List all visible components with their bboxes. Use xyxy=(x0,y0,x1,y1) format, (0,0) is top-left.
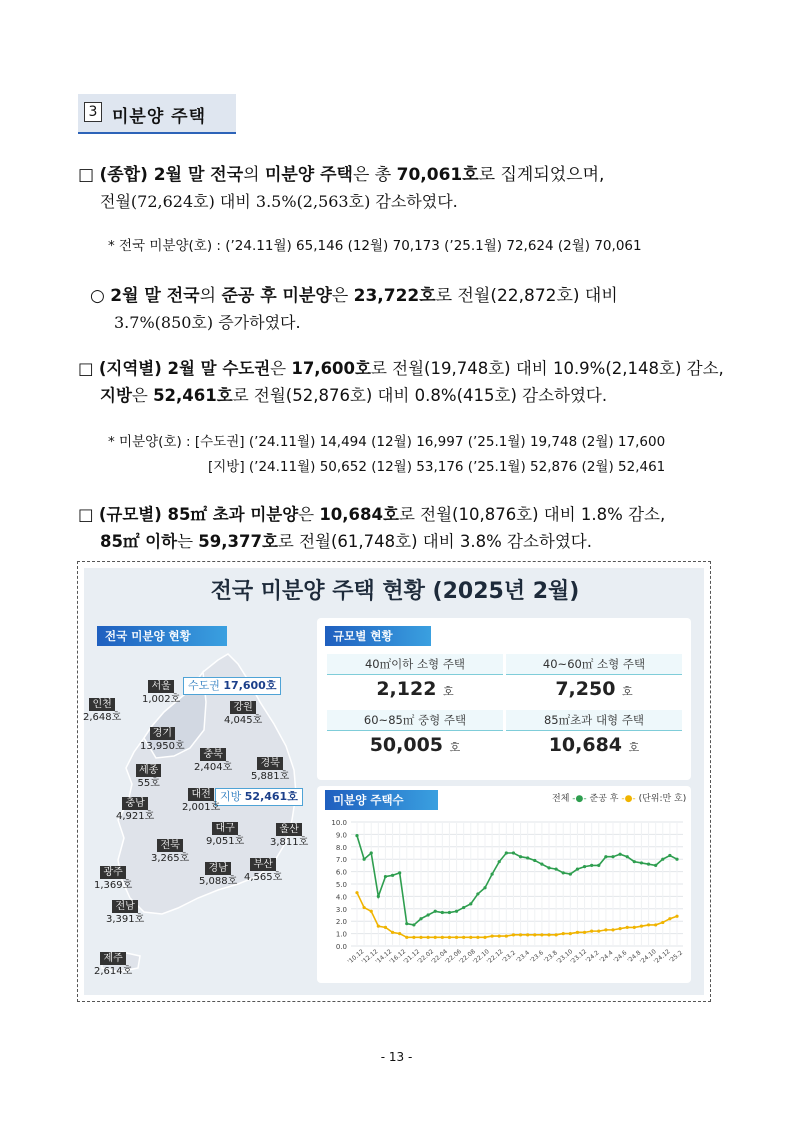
region-label xyxy=(199,862,237,888)
data-point xyxy=(398,932,401,935)
x-tick-label: '24.12 xyxy=(652,948,672,966)
data-point xyxy=(363,858,366,861)
map-tab: 전국 미분양 현황 xyxy=(97,626,227,646)
data-point xyxy=(398,871,401,874)
data-point xyxy=(370,851,373,854)
data-point xyxy=(611,928,614,931)
region-label xyxy=(251,757,289,783)
data-point xyxy=(355,891,358,894)
data-point xyxy=(448,936,451,939)
bullet: □ xyxy=(78,505,94,524)
emphasis-text: 70,061호 xyxy=(396,165,479,185)
paragraph-completed-line2: 3.7%(850호) 증가하였다. xyxy=(114,313,301,332)
x-tick-label: '22.04 xyxy=(430,948,449,966)
x-tick-label: '23.10 xyxy=(555,948,575,966)
region-value: 2,001호 xyxy=(182,802,221,813)
data-point xyxy=(562,871,565,874)
x-tick-label: '25.2 xyxy=(668,949,685,965)
data-point xyxy=(626,926,629,929)
data-point xyxy=(640,925,643,928)
capital-badge: 수도권 17,600호 xyxy=(183,677,281,695)
data-point xyxy=(569,872,572,875)
data-point xyxy=(498,860,501,863)
region-label xyxy=(244,858,282,884)
region-value: 55호 xyxy=(137,778,160,789)
body-text: 은 xyxy=(270,359,292,378)
y-tick-label: 6.0 xyxy=(335,868,347,877)
data-point xyxy=(633,860,636,863)
data-point xyxy=(526,856,529,859)
page-number: - 13 - xyxy=(380,1050,413,1064)
data-point xyxy=(597,864,600,867)
region-label xyxy=(142,680,180,706)
y-tick-label: 4.0 xyxy=(335,893,347,902)
data-point xyxy=(654,923,657,926)
size-label: 40~60㎡ 소형 주택 xyxy=(506,654,682,675)
region-value: 5,881호 xyxy=(251,771,290,782)
bullet: □ xyxy=(78,165,95,185)
region-label xyxy=(136,764,161,790)
region-value: 4,045호 xyxy=(224,715,263,726)
region-name: 경기 xyxy=(150,727,175,740)
x-tick-label: '14.12 xyxy=(374,948,394,966)
data-point xyxy=(412,936,415,939)
data-point xyxy=(391,874,394,877)
x-tick-label: '22.12 xyxy=(485,948,505,966)
data-point xyxy=(569,932,572,935)
region-name: 세종 xyxy=(136,764,161,777)
data-point xyxy=(363,906,366,909)
chart-legend: 전체 -●- 준공 후 -●- (단위:만 호) xyxy=(552,794,687,804)
body-text: 의 xyxy=(199,286,222,306)
emphasis-text: (종합) 2월 말 전국 xyxy=(99,165,244,185)
region-value: 13,950호 xyxy=(140,741,185,752)
x-tick-label: '23.6 xyxy=(528,949,545,965)
data-point xyxy=(455,936,458,939)
legend-total-marker: -●- xyxy=(572,794,587,804)
data-point xyxy=(491,934,494,937)
region-name: 전북 xyxy=(157,839,182,852)
region-label xyxy=(182,788,220,814)
data-point xyxy=(434,910,437,913)
legend-completed-marker: -●- xyxy=(621,794,636,804)
x-tick-label: '22.06 xyxy=(443,948,463,966)
region-name: 대전 xyxy=(188,788,213,801)
data-point xyxy=(448,911,451,914)
body-text: 의 xyxy=(243,165,265,185)
region-name: 전남 xyxy=(112,900,137,913)
region-label xyxy=(151,839,189,865)
region-name: 광주 xyxy=(100,866,125,879)
data-point xyxy=(604,928,607,931)
y-tick-label: 2.0 xyxy=(335,918,347,927)
y-tick-label: 5.0 xyxy=(335,881,347,889)
x-tick-label: '22.02 xyxy=(416,948,436,966)
data-point xyxy=(576,868,579,871)
body-text: 로 전월(22,872호) 대비 xyxy=(435,286,618,306)
region-value: 5,088호 xyxy=(199,876,238,887)
region-label xyxy=(270,823,308,849)
data-point xyxy=(491,872,494,875)
x-tick-label: '23.4 xyxy=(514,949,531,965)
data-point xyxy=(476,936,479,939)
size-value: 50,005 호 xyxy=(369,734,461,756)
y-tick-label: 0.0 xyxy=(335,943,347,951)
section-header xyxy=(78,94,236,134)
size-value: 10,684 호 xyxy=(548,734,640,756)
data-point xyxy=(619,927,622,930)
data-point xyxy=(647,863,650,866)
x-tick-label: '22.10 xyxy=(471,948,491,966)
body-text: 로 전월(19,748호) 대비 10.9%(2,148호) 감소, xyxy=(370,359,724,378)
trend-chart xyxy=(317,812,691,982)
data-point xyxy=(483,886,486,889)
note-national: * 전국 미분양(호) : (’24.11월) 65,146 (12월) 70,173 (’25.1월) 72,624 (2월) 70,061 xyxy=(108,238,642,254)
paragraph-regional-line2 xyxy=(100,383,607,409)
data-point xyxy=(419,917,422,920)
data-point xyxy=(540,863,543,866)
section-title: 미분양 주택 xyxy=(112,107,207,127)
bullet: □ xyxy=(78,359,94,378)
body-text: 로 전월(52,876호) 대비 0.8%(415호) 감소하였다. xyxy=(232,386,608,405)
x-tick-label: '24.6 xyxy=(612,949,629,965)
body-text: 는 xyxy=(177,532,199,551)
region-label xyxy=(106,900,144,926)
body-text: 은 xyxy=(298,505,320,524)
size-tab: 규모별 현황 xyxy=(325,626,431,646)
region-label xyxy=(116,797,154,823)
paragraph-completed-line1 xyxy=(110,286,618,306)
data-point xyxy=(540,933,543,936)
x-tick-label: '24.4 xyxy=(598,949,615,965)
emphasis-text: 준공 후 미분양 xyxy=(221,286,332,306)
note-regional-line1: * 미분양(호) : [수도권] (’24.11월) 14,494 (12월) 16,997 (’25.1월) 19,748 (2월) 17,600 xyxy=(108,434,666,450)
data-point xyxy=(519,933,522,936)
data-point xyxy=(427,913,430,916)
x-tick-label: '24.10 xyxy=(638,948,658,966)
data-point xyxy=(370,910,373,913)
data-point xyxy=(455,910,458,913)
emphasis-text: 지방 xyxy=(100,386,132,405)
data-point xyxy=(647,923,650,926)
x-tick-label: '23.12 xyxy=(569,948,589,966)
data-point xyxy=(526,933,529,936)
size-label: 60~85㎡ 중형 주택 xyxy=(327,710,503,731)
infographic-title: 전국 미분양 주택 현황 (2025년 2월) xyxy=(210,579,580,604)
size-label: 85㎡초과 대형 주택 xyxy=(506,710,682,731)
region-name: 제주 xyxy=(100,952,125,965)
paragraph-size-line2 xyxy=(100,529,592,555)
region-value: 2,614호 xyxy=(94,966,133,977)
y-tick-label: 9.0 xyxy=(335,831,347,840)
data-point xyxy=(547,933,550,936)
region-value: 2,648호 xyxy=(83,712,122,723)
data-point xyxy=(512,933,515,936)
emphasis-text: 미분양 주택 xyxy=(264,165,353,185)
data-point xyxy=(555,868,558,871)
region-label xyxy=(140,727,185,753)
size-label: 40㎡이하 소형 주택 xyxy=(327,654,503,675)
emphasis-text: (규모별) 85㎡ 초과 미분양 xyxy=(98,505,299,524)
data-point xyxy=(675,915,678,918)
data-point xyxy=(419,936,422,939)
region-label xyxy=(94,866,132,892)
data-point xyxy=(505,851,508,854)
body-text: 로 집계되었으며, xyxy=(478,165,605,185)
region-value: 4,921호 xyxy=(116,811,155,822)
body-text: 로 전월(10,876호) 대비 1.8% 감소, xyxy=(398,505,666,524)
data-point xyxy=(675,858,678,861)
body-text: 은 xyxy=(131,386,154,405)
region-name: 경북 xyxy=(257,757,282,770)
region-name: 경남 xyxy=(205,862,230,875)
x-tick-label: '21.12 xyxy=(402,948,422,966)
region-value: 3,811호 xyxy=(270,837,309,848)
data-point xyxy=(405,922,408,925)
data-point xyxy=(519,855,522,858)
data-point xyxy=(633,926,636,929)
data-point xyxy=(611,855,614,858)
data-point xyxy=(469,936,472,939)
y-tick-label: 7.0 xyxy=(335,856,347,865)
data-point xyxy=(434,936,437,939)
data-point xyxy=(576,931,579,934)
x-tick-label: '16.12 xyxy=(388,948,408,966)
region-name: 인천 xyxy=(89,698,114,711)
y-tick-label: 3.0 xyxy=(335,905,347,914)
data-point xyxy=(498,934,501,937)
series-line xyxy=(357,836,677,925)
data-point xyxy=(654,864,657,867)
data-point xyxy=(384,875,387,878)
data-point xyxy=(604,855,607,858)
data-point xyxy=(377,895,380,898)
emphasis-text: 85㎡ 이하 xyxy=(100,532,178,551)
region-value: 1,369호 xyxy=(94,880,133,891)
size-value: 7,250 호 xyxy=(555,678,633,700)
x-tick-label: '12.12 xyxy=(360,948,380,966)
region-name: 강원 xyxy=(230,701,255,714)
region-label xyxy=(206,822,244,848)
x-tick-label: '23.8 xyxy=(542,949,559,965)
emphasis-text: 10,684호 xyxy=(319,505,399,524)
paragraph-size xyxy=(78,502,665,528)
data-point xyxy=(384,926,387,929)
body-text: 은 xyxy=(331,286,354,306)
x-tick-label: '23.2 xyxy=(501,949,518,965)
emphasis-text: 59,377호 xyxy=(198,532,278,551)
data-point xyxy=(619,853,622,856)
data-point xyxy=(668,917,671,920)
emphasis-text: 2월 말 전국 xyxy=(110,286,200,306)
region-name: 충남 xyxy=(122,797,147,810)
x-tick-label: '24.8 xyxy=(626,949,643,965)
chart-tab: 미분양 주택수 xyxy=(325,790,438,810)
data-point xyxy=(505,934,508,937)
data-point xyxy=(483,936,486,939)
paragraph-regional-line1 xyxy=(99,359,724,378)
data-point xyxy=(597,930,600,933)
body-text: 로 전월(61,748호) 대비 3.8% 감소하였다. xyxy=(277,532,592,551)
data-point xyxy=(583,865,586,868)
y-tick-label: 10.0 xyxy=(331,819,347,827)
paragraph-regional xyxy=(78,356,724,382)
infographic xyxy=(77,561,711,1002)
y-tick-label: 8.0 xyxy=(335,843,347,852)
body-text: 은 총 xyxy=(352,165,397,185)
data-point xyxy=(476,892,479,895)
data-point xyxy=(533,859,536,862)
emphasis-text: (지역별) 2월 말 수도권 xyxy=(98,359,271,378)
data-point xyxy=(441,936,444,939)
region-name: 울산 xyxy=(276,823,301,836)
size-value: 2,122 호 xyxy=(376,678,454,700)
paragraph-size-line1 xyxy=(99,505,665,524)
region-value: 3,391호 xyxy=(106,914,145,925)
region-name: 충북 xyxy=(200,748,225,761)
data-point xyxy=(547,866,550,869)
data-point xyxy=(533,933,536,936)
emphasis-text: 52,461호 xyxy=(153,386,233,405)
data-point xyxy=(661,921,664,924)
data-point xyxy=(661,858,664,861)
bullet: ○ xyxy=(90,286,105,306)
paragraph-summary-line2: 전월(72,624호) 대비 3.5%(2,563호) 감소하였다. xyxy=(100,192,458,211)
x-tick-label: '10.12 xyxy=(346,948,366,966)
section-number: 3 xyxy=(84,102,102,122)
data-point xyxy=(405,936,408,939)
data-point xyxy=(469,902,472,905)
data-point xyxy=(391,931,394,934)
data-point xyxy=(555,933,558,936)
region-value: 2,404호 xyxy=(194,762,233,773)
data-point xyxy=(412,923,415,926)
region-value: 3,265호 xyxy=(151,853,190,864)
region-value: 1,002호 xyxy=(142,694,181,705)
data-point xyxy=(355,834,358,837)
data-point xyxy=(512,851,515,854)
paragraph-completed xyxy=(90,283,618,309)
data-point xyxy=(583,931,586,934)
data-point xyxy=(640,861,643,864)
region-label xyxy=(224,701,262,727)
region-name: 서울 xyxy=(148,680,173,693)
data-point xyxy=(462,906,465,909)
local-badge: 지방 52,461호 xyxy=(215,788,303,806)
y-tick-label: 1.0 xyxy=(335,930,347,939)
data-point xyxy=(377,925,380,928)
data-point xyxy=(668,854,671,857)
region-label xyxy=(194,748,232,774)
region-name: 대구 xyxy=(212,822,237,835)
x-tick-label: '22.08 xyxy=(457,948,477,966)
note-regional-line2: [지방] (’24.11월) 50,652 (12월) 53,176 (’25.1월) 52,876 (2월) 52,461 xyxy=(208,459,666,475)
paragraph-summary-line1 xyxy=(99,165,604,185)
data-point xyxy=(462,936,465,939)
data-point xyxy=(427,936,430,939)
region-value: 9,051호 xyxy=(206,836,245,847)
data-point xyxy=(626,855,629,858)
data-point xyxy=(441,911,444,914)
data-point xyxy=(562,932,565,935)
region-label xyxy=(94,952,132,978)
region-label xyxy=(83,698,121,724)
region-value: 4,565호 xyxy=(244,872,283,883)
data-point xyxy=(590,864,593,867)
emphasis-text: 23,722호 xyxy=(353,286,436,306)
data-point xyxy=(590,930,593,933)
emphasis-text: 17,600호 xyxy=(291,359,371,378)
paragraph-summary xyxy=(78,162,604,188)
region-name: 부산 xyxy=(250,858,275,871)
x-tick-label: '24.2 xyxy=(584,949,601,965)
